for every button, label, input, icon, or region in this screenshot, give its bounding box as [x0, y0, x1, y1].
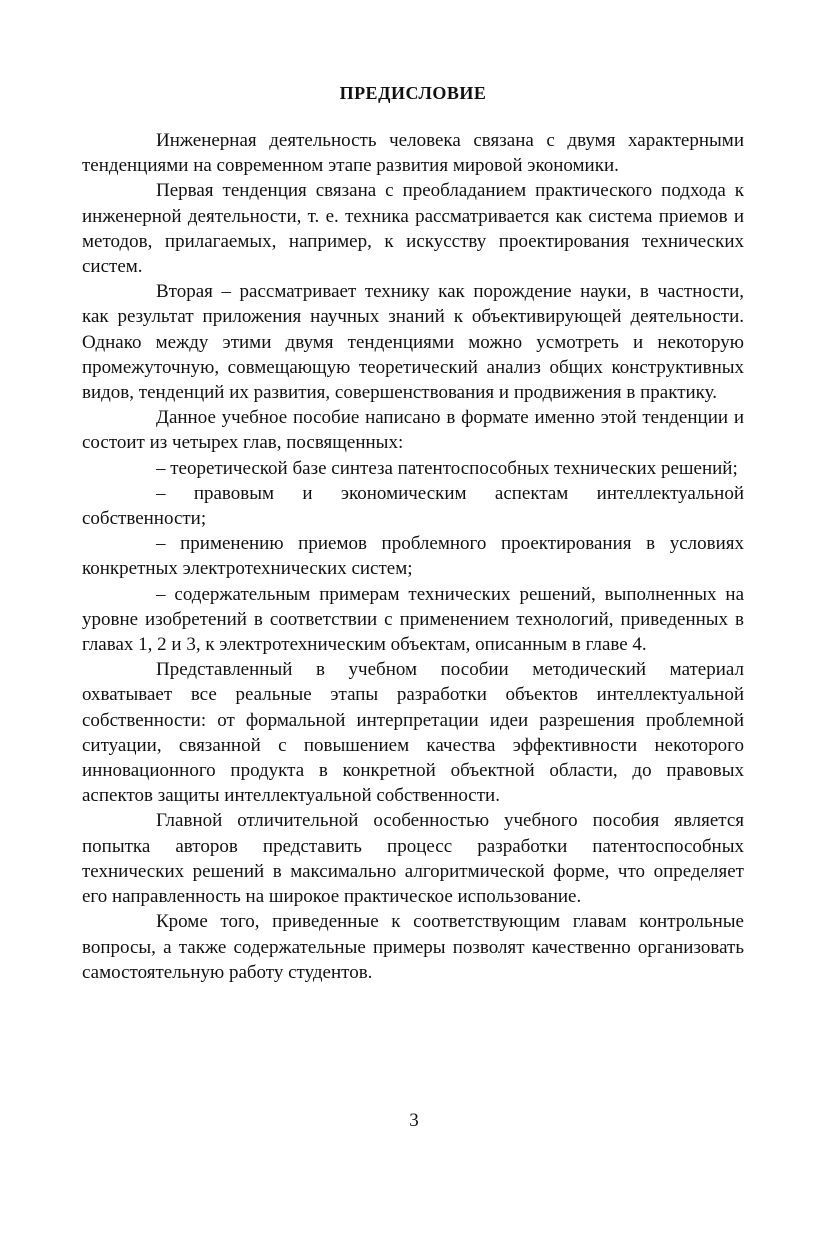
list-item-chapter-2: – правовым и экономическим аспектам интеллектуальной собственности;	[82, 482, 744, 530]
paragraph-first-trend: Первая тенденция связана с преобладанием практического подхода к инженерной деятельности, т. е. техника рассматривается как система приемов и методов, прилагаемых, например, к искусству проектирования технических систем.	[82, 180, 744, 278]
paragraph-intro: Инженерная деятельность человека связана с двумя характерными тенденциями на современном этапе развития мировой экономики.	[82, 130, 744, 177]
paragraph-material-scope: Представленный в учебном пособии методический материал охватывает все реальные этапы разработки объектов интеллектуальной собственности: от формальной интерпретации идеи разрешения проблемной ситуации, связанной с повышением качества эффективности некоторого инновационного продукта в конкретной объектной области, до правовых аспектов защиты интеллектуальной собственности.	[82, 659, 744, 807]
list-item-chapter-3: – применению приемов проблемного проектирования в условиях конкретных электротехнических систем;	[82, 533, 744, 580]
paragraph-second-trend: Вторая – рассматривает технику как порождение науки, в частности, как результат приложения научных знаний к объективирующей деятельности. Однако между этими двумя тенденциями можно усмотреть и некоторую промежуточную, совмещающую теоретический анализ общих конструктивных видов, тенденций их развития, совершенствования и продвижения в практику.	[82, 281, 744, 404]
paragraph-main-feature: Главной отличительной особенностью учебного пособия является попытка авторов представить процесс разработки патентоспособных технических решений в максимально алгоритмической форме, что определяет его направленность на широкое практическое использование.	[82, 810, 744, 908]
list-item-chapter-1: – теоретической базе синтеза патентоспособных технических решений;	[156, 457, 738, 479]
paragraph-book-structure: Данное учебное пособие написано в формате именно этой тенденции и состоит из четырех глав, посвященных:	[82, 407, 744, 454]
paragraph-conclusion: Кроме того, приведенные к соответствующим главам контрольные вопросы, а также содержательные примеры позволят качественно организовать самостоятельную работу студентов.	[82, 911, 744, 983]
document-page	[82, 80, 744, 985]
list-item-chapter-4: – содержательным примерам технических решений, выполненных на уровне изобретений в соответствии с применением технологий, приведенных в главах 1, 2 и 3, к электротехническим объектам, описанным в главе 4.	[82, 583, 744, 656]
page-title: ПРЕДИСЛОВИЕ	[339, 83, 487, 103]
page-number: 3	[409, 1110, 419, 1131]
